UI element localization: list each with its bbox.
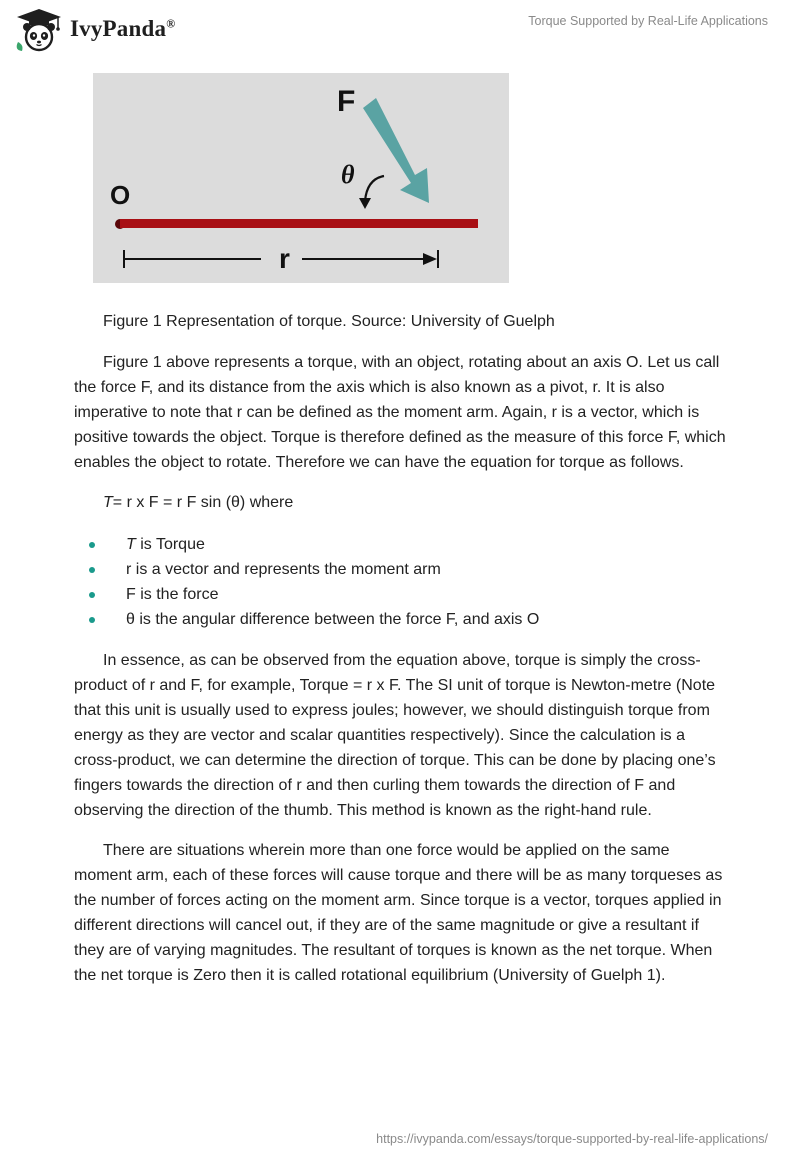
bullet-icon bbox=[89, 567, 95, 573]
paragraph-net-torque: There are situations wherein more than one force would be applied on the same moment arm, each of these forces will cause torque and there will be as many torqueses as the number of forces acting on the moment arm. Since torque is a vector, torques applied in different directions will cancel out, if they are of the same magnitude or give a resultant if they are of varying magnitudes. The resultant of torques is known as the net torque. When the net torque is Zero then it is called rotational equilibrium (University of Guelph 1). bbox=[74, 842, 723, 984]
formula-definitions bbox=[74, 532, 728, 632]
figure-caption: Figure 1 Representation of torque. Source: University of Guelph bbox=[103, 313, 555, 330]
figure-background bbox=[93, 73, 509, 283]
panda-graduate-icon bbox=[14, 6, 64, 52]
brand-name: IvyPanda® bbox=[70, 16, 176, 41]
document-title: Torque Supported by Real-Life Applications bbox=[528, 14, 768, 28]
page-header bbox=[0, 0, 800, 60]
torque-formula bbox=[74, 490, 728, 515]
paragraph-cross-product: In essence, as can be observed from the equation above, torque is simply the cross-product of r and F, for example, Torque = r x F. The SI unit of torque is Newton-metre (Note that this unit is usually used to express joules; however, we should distinguish torque from energy as they are vector and scalar quantities respectively). Since the calculation is a cross-product, we can determine the direction of torque. This can be done by placing one’s fingers towards the direction of r and then curling them towards the direction of F and observing the direction of the thumb. This method is known as the right-hand rule. bbox=[74, 652, 716, 819]
source-url[interactable]: https://ivypanda.com/essays/torque-supported-by-real-life-applications/ bbox=[376, 1132, 768, 1146]
origin-label: O bbox=[110, 180, 131, 210]
bullet-icon bbox=[89, 542, 95, 548]
force-label: F bbox=[337, 85, 356, 118]
angle-label: θ bbox=[341, 160, 355, 189]
arm-label: r bbox=[279, 243, 290, 274]
brand-logo[interactable] bbox=[14, 6, 175, 52]
torque-figure bbox=[93, 73, 509, 283]
torque-diagram bbox=[93, 73, 509, 283]
list-item: θ is the angular difference between the force F, and axis O bbox=[74, 607, 728, 632]
paragraph-torque-definition: Figure 1 above represents a torque, with an object, rotating about an axis O. Let us call the force F, and its distance from the axis which is also known as a pivot, r. It is also imperative to note that r can be defined as the moment arm. Again, r is a vector, which is positive towards the object. Torque is therefore defined as the measure of this force F, which enables the object to rotate. Therefore we can have the equation for torque as follows. bbox=[74, 354, 726, 471]
list-item: T is Torque bbox=[74, 532, 728, 557]
formula-expression: = r x F = r F sin (θ) where bbox=[112, 494, 294, 511]
bullet-icon bbox=[89, 617, 95, 623]
list-item: r is a vector and represents the moment arm bbox=[74, 557, 728, 582]
moment-arm-bar bbox=[120, 219, 478, 228]
essay-content bbox=[74, 309, 728, 1003]
list-item: F is the force bbox=[74, 582, 728, 607]
bullet-icon bbox=[89, 592, 95, 598]
formula-symbol: T bbox=[103, 494, 113, 511]
